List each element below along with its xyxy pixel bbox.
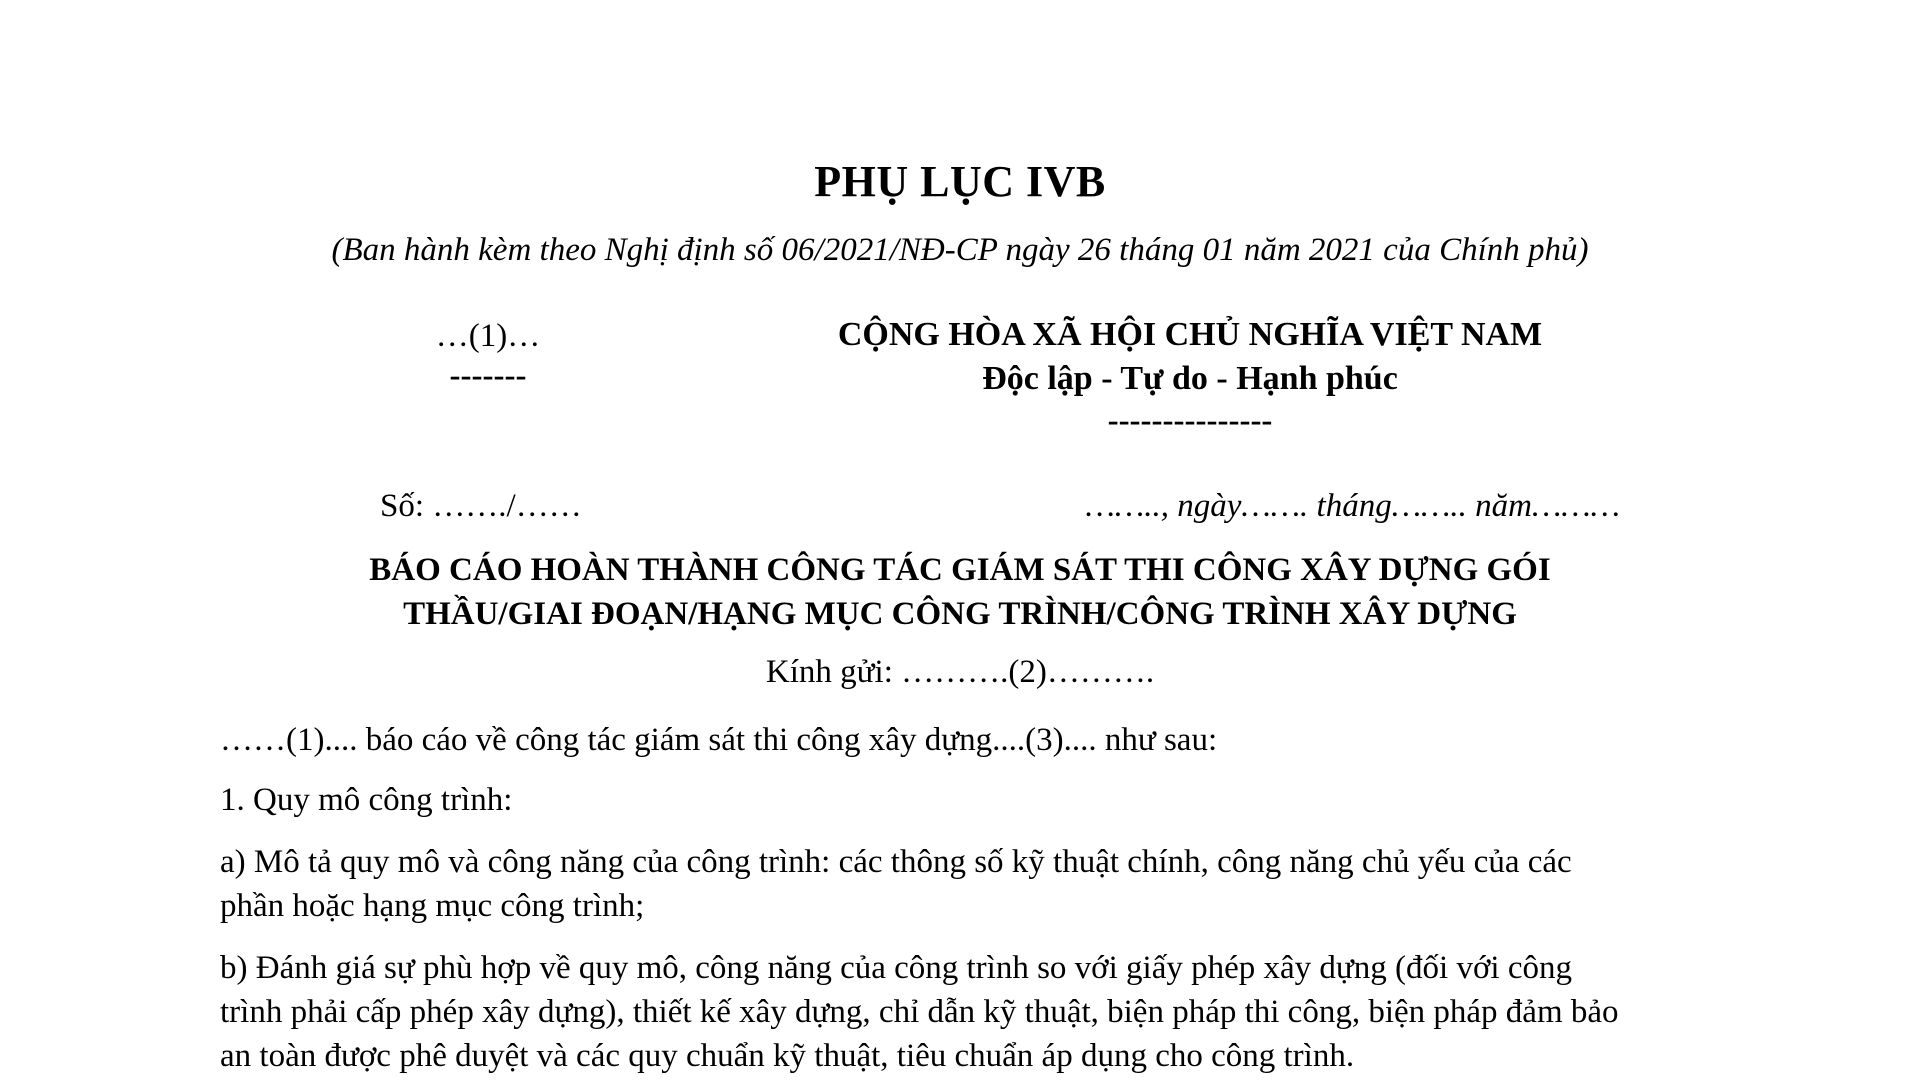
report-title-line-1: BÁO CÁO HOÀN THÀNH CÔNG TÁC GIÁM SÁT THI CÔNG XÂY DỰNG GÓI <box>369 552 1551 588</box>
report-title <box>0 548 1920 636</box>
annex-title: PHỤ LỤC IVB <box>814 157 1106 206</box>
document-number: Số: ……./…… <box>380 488 582 524</box>
item-b-line-1: b) Đánh giá sự phù hợp về quy mô, công năng của công trình so với giấy phép xây dựng (đối với công <box>220 950 1572 986</box>
organization-divider: ------- <box>449 358 527 394</box>
section-1-heading <box>220 778 1720 822</box>
item-b-line-3: an toàn được phê duyệt và các quy chuẩn kỹ thuật, tiêu chuẩn áp dụng cho công trình. <box>220 1038 1355 1074</box>
intro-paragraph <box>220 718 1720 762</box>
item-a-line-1: a) Mô tả quy mô và công năng của công trình: các thông số kỹ thuật chính, công năng chủ yếu của các <box>220 844 1572 880</box>
recipient-line: Kính gửi: ……….(2)………. <box>765 654 1155 690</box>
national-motto: Độc lập - Tự do - Hạnh phúc <box>982 360 1398 397</box>
item-a-line-2: phần hoặc hạng mục công trình; <box>220 888 645 924</box>
organization-name: …(1)… <box>435 318 541 354</box>
annex-subtitle: (Ban hành kèm theo Nghị định số 06/2021/NĐ-CP ngày 26 tháng 01 năm 2021 của Chính phủ) <box>331 232 1589 268</box>
item-b-paragraph <box>220 946 1720 1078</box>
document-date-line: …….., ngày……. tháng…….. năm……… <box>1085 488 1620 524</box>
intro-text: ……(1).... báo cáo về công tác giám sát thi công xây dựng....(3).... như sau: <box>220 722 1218 758</box>
nation-heading: CỘNG HÒA XÃ HỘI CHỦ NGHĨA VIỆT NAM <box>837 316 1543 353</box>
motto-divider: --------------- <box>1107 403 1273 439</box>
section-1-heading-text: 1. Quy mô công trình: <box>220 782 513 818</box>
item-b-line-2: trình phải cấp phép xây dựng), thiết kế xây dựng, chỉ dẫn kỹ thuật, biện pháp thi công, biện pháp đảm bảo <box>220 994 1619 1030</box>
report-title-line-2: THẦU/GIAI ĐOẠN/HẠNG MỤC CÔNG TRÌNH/CÔNG TRÌNH XÂY DỰNG <box>403 596 1517 632</box>
item-a-paragraph <box>220 840 1720 928</box>
